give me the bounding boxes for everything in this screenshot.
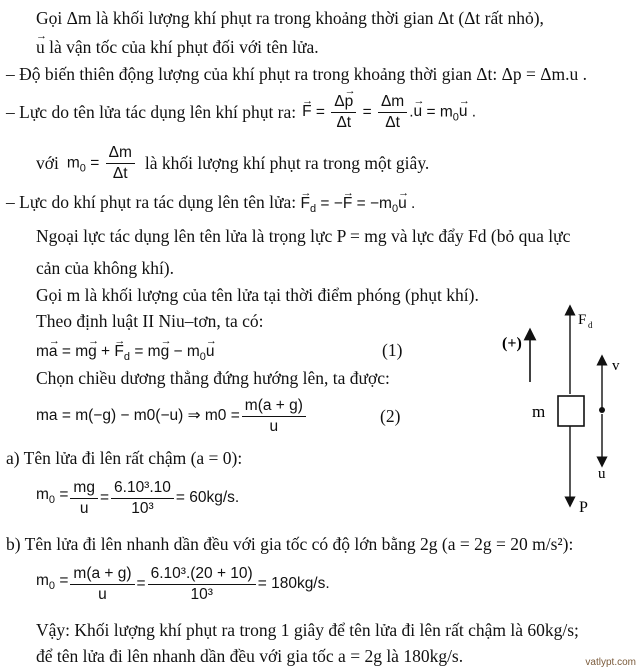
svg-text:d: d: [588, 320, 593, 330]
equation-1: m→ a = m→ g + → $F_d = m\to g - m_0\to u$: [36, 340, 215, 367]
conclusion-line-2: để tên lửa đi lên nhanh dần đều với gia tốc a = 2g là 180kg/s.: [36, 646, 464, 666]
momentum-change-line: – Độ biến thiên động lượng của khí phụt ra trong khoảng thời gian Δt: Δp = Δm.u .: [6, 64, 587, 84]
newton-law-line: Theo định luật II Niu–tơn, ta có:: [36, 311, 264, 331]
case-b-equation: $m_0$ = $\frac{m(a + g)}{u}$ = $\frac{\text{6.10³.(20 + 10)}}{\text{10³}}$ = 180kg/s.: [36, 564, 330, 603]
positive-direction-label: (+): [502, 335, 522, 352]
conclusion-line-1: Vậy: Khối lượng khí phụt ra trong 1 giây để tên lửa đi lên rất chậm là 60kg/s;: [36, 620, 579, 640]
intro-line-2: → u là vận tốc của khí phụt đối với tên lửa.: [36, 37, 319, 57]
positive-direction-line: Chọn chiều dương thẳng đứng hướng lên, ta được:: [36, 368, 390, 388]
rocket-force-diagram: [490, 290, 640, 520]
mass-label: m: [532, 402, 546, 421]
mass-definition-line: Gọi m là khối lượng của tên lửa tại thời điểm phóng (phụt khí).: [36, 285, 479, 305]
equation-2: ma = m(−g) − m0(−u) ⇒ m0 = $\frac{m(a + g)}{u}$: [36, 394, 308, 438]
watermark: vatlypt.com: [585, 657, 636, 668]
equation-1-label: (1): [382, 340, 403, 360]
case-b-label: b) Tên lửa đi lên nhanh dần đều với gia tốc có độ lớn bằng 2g (a = 2g = 20 m/s²):: [6, 534, 574, 554]
force-on-gas-line: – Lực do tên lửa tác dụng lên khí phụt ra: → F = $\frac{\Delta\to p}{\Delta t}$ = $\frac{\Delta m}{\Delta t}$ .→ $u = m_0\to u$ .: [6, 87, 476, 137]
thrust-force-label: F: [578, 312, 587, 328]
case-a-label: a) Tên lửa đi lên rất chậm (a = 0):: [6, 448, 243, 468]
external-forces-line: Ngoại lực tác dụng lên tên lửa là trọng lực P = mg và lực đẩy Fd (bỏ qua lực: [36, 226, 571, 246]
m0-definition-line: với $m_0$ = $\frac{\Delta m}{\Delta t}$ là khối lượng khí phụt ra trong một giây.: [36, 143, 430, 182]
force-on-rocket-line: – Lực do khí phụt ra tác dụng lên tên lửa: → $F_d$ = −→ $F = -m_0\to u$ .: [6, 192, 415, 219]
velocity-label: v: [612, 358, 620, 374]
intro-line-1: Gọi Δm là khối lượng khí phụt ra trong khoảng thời gian Δt (Δt rất nhỏ),: [36, 8, 544, 28]
weight-force-label: P: [579, 499, 588, 516]
rocket-mass-box: [558, 396, 584, 426]
case-a-equation: $m_0$ = $\frac{mg}{u}$ = $\frac{\text{6.10³.10}}{\text{10³}}$ = 60kg/s.: [36, 478, 240, 517]
velocity-origin-dot: [599, 407, 605, 413]
equation-2-label: (2): [380, 406, 401, 426]
gas-velocity-label: u: [598, 466, 606, 482]
air-resistance-line: cản của không khí).: [36, 258, 175, 278]
